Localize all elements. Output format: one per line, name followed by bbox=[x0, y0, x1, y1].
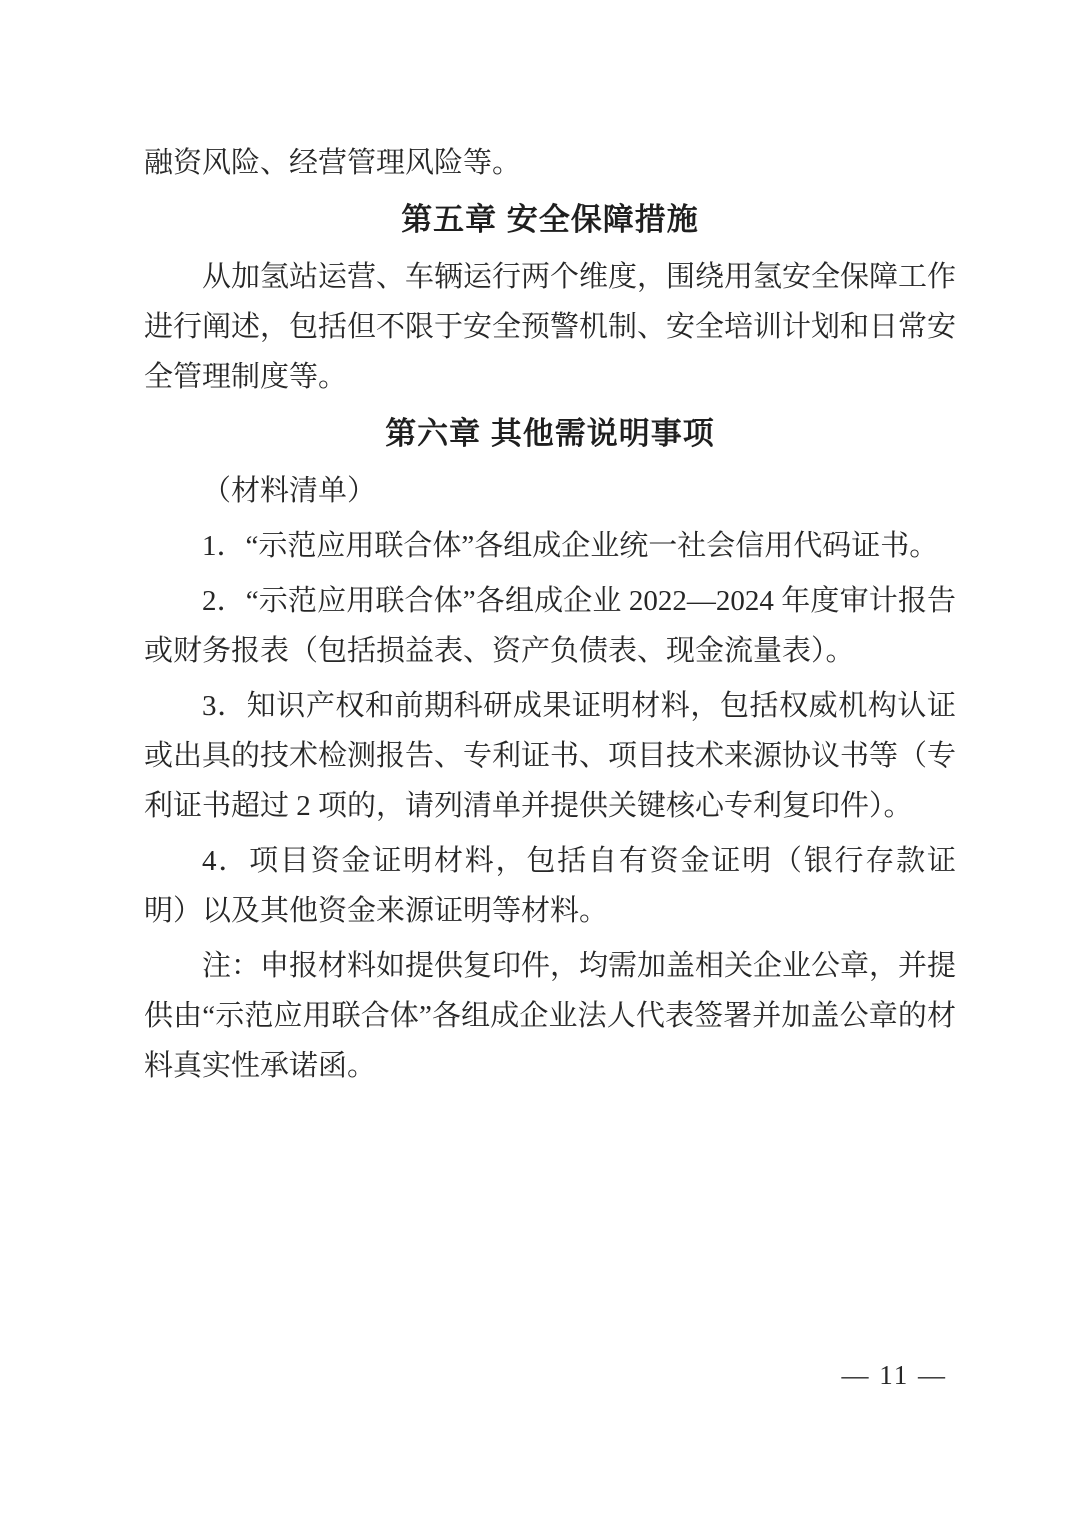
page-number: — 11 — bbox=[841, 1360, 947, 1390]
chapter6-heading: 第六章 其他需说明事项 bbox=[385, 416, 715, 451]
continuation-paragraph: 融资风险、经营管理风险等。 bbox=[144, 147, 522, 179]
materials-item-1: 1．“示范应用联合体”各组成企业统一社会信用代码证书。 bbox=[202, 530, 939, 562]
document-body bbox=[144, 138, 956, 1096]
materials-item-4: 4．项目资金证明材料，包括自有资金证明（银行存款证明）以及其他资金来源证明等材料。 bbox=[144, 845, 956, 927]
materials-item-2: 2．“示范应用联合体”各组成企业 2022—2024 年度审计报告或财务报表（包括损益表、资产负债表、现金流量表）。 bbox=[144, 585, 956, 667]
chapter5-paragraph: 从加氢站运营、车辆运行两个维度，围绕用氢安全保障工作进行阐述，包括但不限于安全预警机制、安全培训计划和日常安全管理制度等。 bbox=[144, 261, 957, 393]
materials-list-label: （材料清单） bbox=[202, 475, 377, 507]
chapter5-heading: 第五章 安全保障措施 bbox=[401, 202, 699, 237]
materials-item-3: 3．知识产权和前期科研成果证明材料，包括权威机构认证或出具的技术检测报告、专利证书、项目技术来源协议书等（专利证书超过 2 项的，请列清单并提供关键核心专利复印件）。 bbox=[144, 690, 957, 822]
note-paragraph: 注：申报材料如提供复印件，均需加盖相关企业公章，并提供由“示范应用联合体”各组成企业法人代表签署并加盖公章的材料真实性承诺函。 bbox=[144, 950, 957, 1082]
